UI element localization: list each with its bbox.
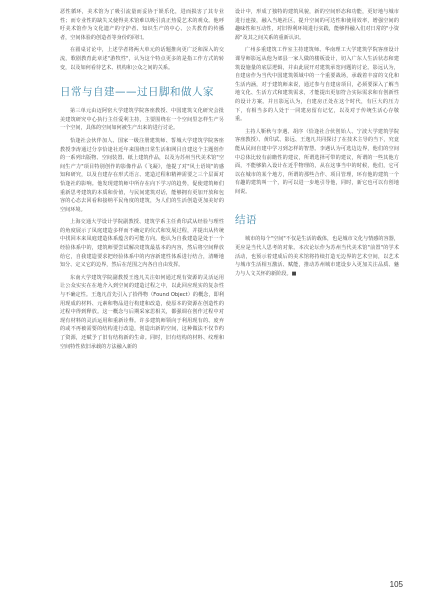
paragraph: 城市的每个"空间"不仅是生活的载体，也是城市文化与情感的容器，更应是当代人思考的对象。本次论坛作为苏州当代美术馆"前置"的学术活动，也预示着建成后的美术馆将持续打造无边界的艺术空间，以艺术与城市生活相互激活、赋能，推动苏州城市建设步入更加关注品质、魅力与人文关怀的新阶段。■ [235, 236, 399, 277]
left-column [60, 8, 224, 355]
paragraph: 在圆桌讨论中，上述学者将两大单元的话题推向更广泛和深入的交流，歌剧教育此章述"游牧性"，认为这个特点更多的是指工作方式的转变，以及如何看待艺术、机构和公众之间的关系。 [60, 47, 224, 71]
paragraph: 上海交通大学设计学院副教授、建筑学系主任黄印武从经验与理性的角度展示了凤庭建造多样而不确定的仪式和发展过程，并提出从传统中找回本来凤庭建造体系蕴含的可能方向。他认为自我建造是处于一个经验体系中的，建筑师要尝试解决建筑最基本的内容，然后将空间释放给它，自我建造要求把经验体系中的内容新建性体系进行结合，清晰地知分、定义它的边界，然后在范围之内各自自由发挥。 [60, 219, 224, 269]
right-column [235, 8, 399, 282]
page-number: 105 [389, 580, 403, 589]
paragraph: 第三单元由迈阿密大学建筑学院客座教授、中国建筑文化研究会批美建筑研究中心执行主任爱利主持，主要围绕在一个空间里怎样生产另一个空间，具体的空间如何被生产出来的进行讨论。 [60, 108, 224, 132]
section-heading: 日常与自建——过日脚和做人家 [60, 86, 214, 99]
paragraph: 恰逢社会伙伴加人、国家一级注册建筑师、誓城大学建筑学院客座教授李涛通过分享恰逢社近年来围绕日常生活和网目自建这个主题创作的一系列出版物、空间装置、纸上建筑作品，以及为苏州当代美术馆"空间生产力"项目特别创作的影像作品《飞凝》，他提了对"风土语境"的感知和研究，以及自建存在形式语言、建造过程和精神需要之三个层面对恰逢社的影响。他发现建筑师中所存在向下学习的趋势，促使建筑师们重新思考建筑的本质和价值，与民间建筑对话，能够拥有更加开放和包容的心态去回看和接纳平民角度的建筑，为人们的生活创造更加美好的空间环境。 [60, 137, 224, 213]
paragraph: 主持人靳秋与李遇、胡序（恰逢社合伙创始人、宁波大学建筑学院客座教授）、黄印武、影远、王逸凡共同探讨了在技术主导的当下，究竟能从民间自建中学习到怎样的智慧。李遇认为可选边边界，他们的空间中总体比较有前瞻性的建议，所谓选择可带的建议，所谓的一些其他方面，不能够陷入设计在近乎物理的，从在这事当中的时候，他们，它可以在城市的某个地方，所谓的那些合作、项目管理，环有他的建筑一个有趣的建筑叫一个，的可以进一步地引导他，同时，新它也可以有创地间说。 [235, 128, 399, 195]
paragraph: 恶性循环，美术馆为了吸引流量而妥协于娱乐化，进而损害了其专业性；而专业性的缺失又使得美术馆难以吸引真正热爱艺术的观众。他呼吁美术馆作为文化遗产的守护者、知识生产的中心、公共教育的传播者，空间体验的创造者等身份的回归。 [60, 9, 224, 41]
paragraph: 广州多重建筑工作室主持建筑师、华南理工大学建筑学院客座设计课导师影远从他为郊县一家人做的楼板设计，切入广东人生活状态和建筑设施量的底层逻辑，并由此展开对建筑承宽问题的讨论。影远认为，自建房作为当代中国建筑领域中的一个重要战场，承载着丰富的文化和生活内涵，对于建筑师来说，通过参与自建房项目，必须要深入了解当地文化、生活方式和建筑需求，才能提出更加符合实际需求和有创新性的设计方案。并且影远认为，自建房正处在这个时代，有巨大的压力下，有相当多的人处于一同建房留有记忆，以及对于传统生活心存敬重。 [235, 47, 399, 123]
section-heading: 结语 [235, 214, 257, 227]
paragraph: 设计中，形成了独特的建筑风貌，新的空间形态和功能，更好地与城市进行连接，融入当地社区，提升空间的可达性和使用效率，增强空间的趣味性和互动性，对旧得利环境进行实践，能够得融入们对日常的"小资源"及其之间关系的重新认识。 [235, 9, 399, 41]
paragraph: 东南大学建筑学院副教授王逸凡关注如何通过现有资源的灵活运用让公众实实在在地介入到空间的建造过程之中，以此回应现实的复杂性与不确定性。王逸凡首先引入了拾得物（Found Object）的概念，即利用现成的材料、元素和物品进行构建和改造，使原本的资源在创造性的过程中得到释放。这一概念与后期采家思相关，都强调在创作过程中对现有材料的灵活运用和重新诠释。许多建筑师领向于利用现有的、废弃的或不再被需要的结构进行改造，创造出新的空间，这种做法不仅节约了资源，还赋予了旧有结构新的生命。同时，旧有结构的材料、纹理和空间特性依旧承载的方法融入新的 [60, 274, 224, 350]
